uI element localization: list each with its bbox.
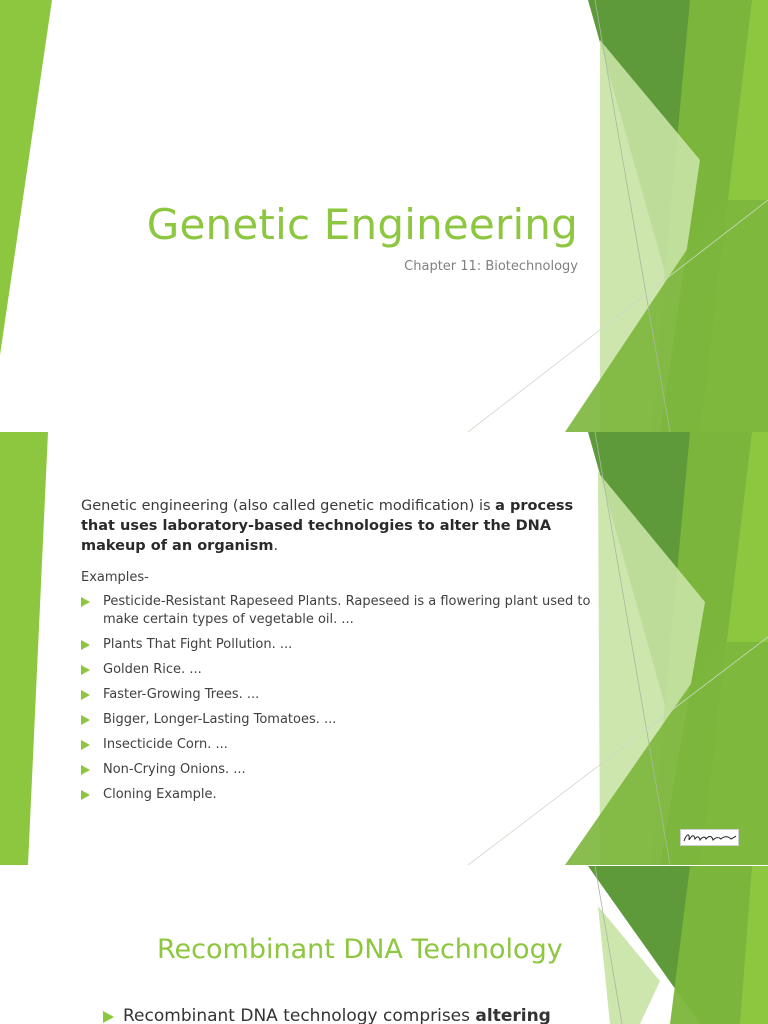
list-item-text: Plants That Fight Pollution. ... [103, 637, 293, 652]
list-item [103, 1006, 551, 1024]
slide-definition [0, 432, 768, 865]
bullet-arrow-icon [81, 665, 90, 675]
list-item-text: Non-Crying Onions. ... [103, 762, 246, 777]
bullet-arrow-icon [103, 1011, 114, 1023]
list-item [81, 661, 601, 679]
slide-recombinant [0, 866, 768, 1024]
definition-paragraph [81, 496, 601, 556]
list-item-text: Recombinant DNA technology comprises [123, 1006, 476, 1024]
bullet-arrow-icon [81, 715, 90, 725]
definition-end: . [273, 538, 279, 554]
slide-title-text: Recombinant DNA Technology [157, 934, 563, 965]
list-item [81, 711, 601, 729]
bullet-arrow-icon [81, 597, 90, 607]
list-item-bold-text: altering [475, 1006, 551, 1024]
signature-icon [681, 830, 738, 845]
list-item [81, 636, 601, 654]
list-item-text: Faster-Growing Trees. ... [103, 687, 260, 702]
definition-bold-text: a process that uses laboratory-based technologies to alter the DNA makeup of an organism [81, 498, 574, 554]
list-item-text: Insecticide Corn. ... [103, 737, 228, 752]
slide-title [0, 0, 768, 432]
examples-list [81, 593, 601, 804]
list-item [81, 761, 601, 779]
slide-body [81, 496, 601, 811]
left-accent-shape [0, 0, 52, 355]
bullet-arrow-icon [81, 765, 90, 775]
slide-subtitle: Chapter 11: Biotechnology [404, 259, 578, 274]
list-item-text: Cloning Example. [103, 787, 217, 802]
bullet-arrow-icon [81, 790, 90, 800]
bullet-arrow-icon [81, 640, 90, 650]
slide-title-text: Genetic Engineering [146, 200, 578, 249]
list-item [81, 686, 601, 704]
list-item [81, 736, 601, 754]
bullet-arrow-icon [81, 740, 90, 750]
list-item-text: Bigger, Longer-Lasting Tomatoes. ... [103, 712, 337, 727]
list-item [81, 593, 601, 629]
bullet-arrow-icon [81, 690, 90, 700]
list-item [81, 786, 601, 804]
list-item-text: Pesticide-Resistant Rapeseed Plants. Rapeseed is a flowering plant used to make certain types of vegetable oil. ... [103, 594, 591, 627]
list-item-text: Golden Rice. ... [103, 662, 202, 677]
left-accent-shape [0, 432, 48, 865]
signature-image [680, 829, 739, 846]
examples-label: Examples- [81, 570, 149, 585]
definition-text: Genetic engineering (also called genetic modification) is [81, 498, 496, 514]
